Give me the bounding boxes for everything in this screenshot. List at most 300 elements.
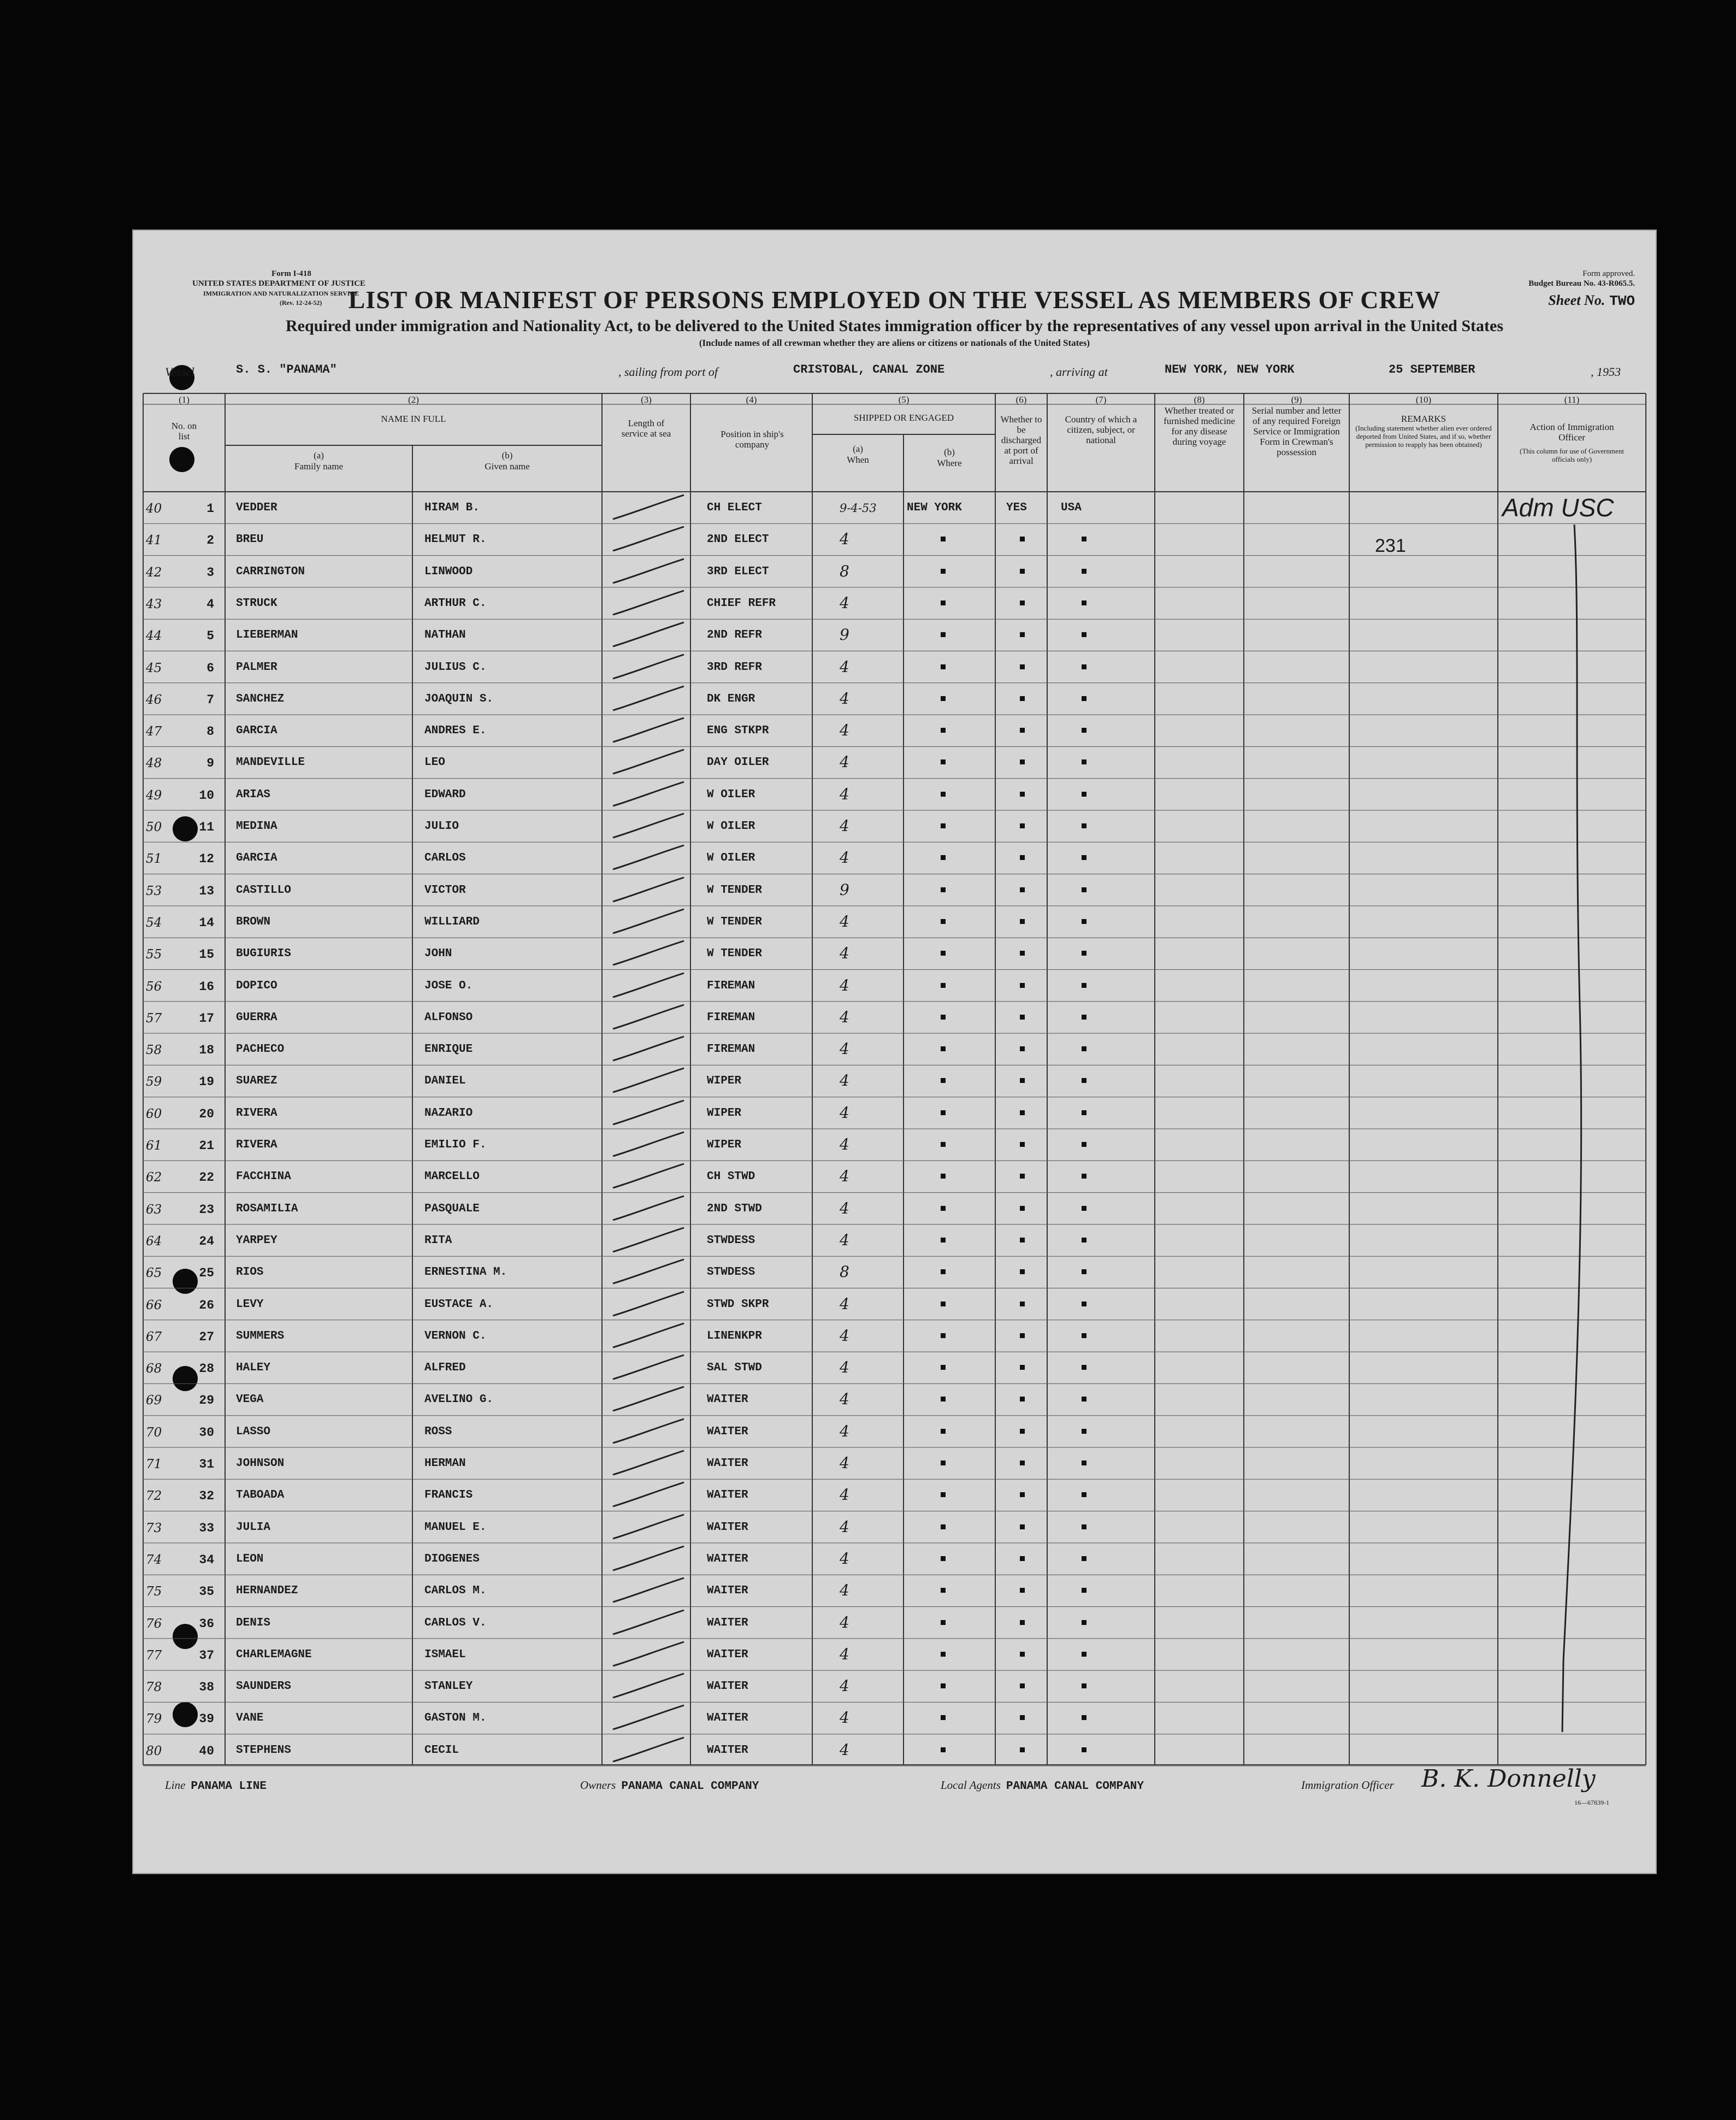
ditto-mark — [1020, 759, 1025, 764]
family-name: TABOADA — [236, 1489, 285, 1502]
family-name: MANDEVILLE — [236, 756, 305, 769]
ditto-mark — [1020, 1046, 1025, 1051]
shipped-when: 4 — [840, 1358, 849, 1377]
ditto-mark — [1020, 983, 1025, 988]
line-number: 26 — [199, 1298, 214, 1312]
ditto-mark — [1020, 1238, 1025, 1242]
arriving-value: NEW YORK, NEW YORK — [1165, 363, 1295, 376]
ditto-mark — [941, 696, 946, 701]
margin-number: 67 — [146, 1329, 162, 1344]
given-name: LINWOOD — [424, 565, 473, 578]
given-name: ALFONSO — [424, 1011, 473, 1024]
given-name: JOAQUIN S. — [424, 692, 494, 705]
service-check-mark — [607, 1575, 689, 1606]
line-number: 7 — [206, 692, 214, 707]
ditto-mark — [941, 855, 946, 860]
col3-number: (3) — [641, 394, 652, 405]
ditto-mark — [1020, 1015, 1025, 1020]
ditto-mark — [1020, 1620, 1025, 1625]
shipped-when: 4 — [840, 530, 849, 549]
family-name: GUERRA — [236, 1011, 277, 1024]
family-name: RIOS — [236, 1266, 264, 1279]
given-name: AVELINO G. — [424, 1393, 494, 1406]
table-row — [132, 906, 1657, 938]
ditto-mark — [1082, 1110, 1087, 1115]
line-number: 23 — [199, 1202, 214, 1217]
ditto-mark — [1020, 632, 1025, 637]
ditto-mark — [941, 1110, 946, 1115]
given-name: EUSTACE A. — [424, 1298, 494, 1311]
ditto-mark — [1082, 1397, 1087, 1401]
shipped-when: 4 — [840, 1677, 849, 1695]
shipped-when: 4 — [840, 1199, 849, 1217]
ditto-mark — [1082, 1046, 1087, 1051]
margin-number: 51 — [146, 852, 162, 867]
service-check-mark — [607, 683, 689, 715]
line-number: 37 — [199, 1648, 214, 1663]
manifest-sheet — [132, 229, 1657, 1874]
given-name: CARLOS M. — [424, 1585, 487, 1598]
service-check-mark — [607, 1097, 689, 1129]
ditto-mark — [941, 1461, 946, 1465]
given-name: ARTHUR C. — [424, 597, 487, 610]
ditto-mark — [1020, 1110, 1025, 1115]
ditto-mark — [1082, 1652, 1087, 1657]
ditto-mark — [941, 1333, 946, 1338]
ditto-mark — [1020, 728, 1025, 733]
ditto-mark — [1020, 664, 1025, 669]
service-check-mark — [607, 1416, 689, 1447]
table-row — [132, 1256, 1657, 1288]
line-number: 35 — [199, 1585, 214, 1599]
margin-number: 44 — [146, 629, 162, 644]
margin-number: 57 — [146, 1011, 162, 1026]
family-name: SUMMERS — [236, 1329, 285, 1342]
sailing-label: , sailing from port of — [618, 365, 718, 379]
department: UNITED STATES DEPARTMENT OF JUSTICE — [192, 279, 366, 288]
line-number: 19 — [199, 1075, 214, 1090]
family-name: STEPHENS — [236, 1744, 291, 1757]
shipped-when: 4 — [840, 944, 849, 963]
col4-header: Position in ship's company — [721, 429, 784, 450]
given-name: ENRIQUE — [424, 1043, 473, 1056]
line-number: 24 — [199, 1234, 214, 1249]
col6-number: (6) — [1015, 394, 1027, 405]
vessel-label: Vessel — [165, 365, 194, 379]
margin-number: 64 — [146, 1234, 162, 1249]
ditto-mark — [1082, 1747, 1087, 1752]
margin-number: 54 — [146, 915, 162, 930]
ditto-mark — [941, 1174, 946, 1179]
family-name: BUGIURIS — [236, 947, 291, 961]
ditto-mark — [1020, 1715, 1025, 1720]
given-name: PASQUALE — [424, 1202, 480, 1215]
service-check-mark — [607, 556, 689, 587]
shipped-when: 4 — [840, 1326, 849, 1345]
margin-number: 62 — [146, 1170, 162, 1185]
table-row — [132, 683, 1657, 715]
table-row — [132, 1065, 1657, 1097]
table-row — [132, 938, 1657, 969]
family-name: CARRINGTON — [236, 565, 305, 578]
line-number: 13 — [199, 884, 214, 898]
ditto-mark — [1020, 1652, 1025, 1657]
shipped-when: 4 — [840, 657, 849, 676]
line-number: 10 — [199, 788, 214, 803]
service-check-mark — [607, 1639, 689, 1670]
line-number: 40 — [199, 1744, 214, 1758]
line-number: 8 — [206, 725, 214, 739]
col5a-header: When — [847, 455, 869, 465]
line-number: 28 — [199, 1362, 214, 1376]
ditto-mark — [1082, 1333, 1087, 1338]
family-name: VEDDER — [236, 502, 277, 514]
ditto-mark — [1082, 1429, 1087, 1434]
shipped-when: 4 — [840, 1422, 849, 1440]
ditto-mark — [1082, 1078, 1087, 1083]
service-check-mark — [607, 1161, 689, 1192]
shipped-when: 4 — [840, 1294, 849, 1313]
ditto-mark — [941, 664, 946, 669]
ditto-mark — [941, 1397, 946, 1401]
shipped-when: 4 — [840, 1486, 849, 1504]
family-name: ARIAS — [236, 788, 271, 801]
table-row — [132, 1511, 1657, 1543]
ditto-mark — [941, 951, 946, 956]
table-row — [132, 1288, 1657, 1320]
line-number: 12 — [199, 852, 214, 867]
ditto-mark — [941, 1429, 946, 1434]
table-row — [132, 1734, 1657, 1766]
margin-number: 53 — [146, 884, 162, 898]
col9-header: Serial number and letter of any required Foreign Service or Immigration Form in Crewman's possession — [1251, 405, 1342, 457]
table-row — [132, 1352, 1657, 1383]
margin-number: 45 — [146, 661, 162, 675]
margin-number: 60 — [146, 1106, 162, 1121]
position: WAITER — [707, 1712, 748, 1725]
service-check-mark — [607, 1670, 689, 1702]
shipped-when: 4 — [840, 1613, 849, 1632]
position: WAITER — [707, 1744, 748, 1757]
given-name: ERNESTINA M. — [424, 1266, 507, 1279]
table-row — [132, 970, 1657, 1002]
table-row — [132, 556, 1657, 587]
shipped-when: 9 — [840, 626, 849, 644]
col5-header: SHIPPED OR ENGAGED — [853, 413, 954, 423]
ditto-mark — [941, 983, 946, 988]
ditto-mark — [1082, 1365, 1087, 1370]
shipped-when: 4 — [840, 1740, 849, 1759]
service-check-mark — [607, 523, 689, 555]
table-row — [132, 1702, 1657, 1734]
line-number: 18 — [199, 1043, 214, 1058]
table-row — [132, 1575, 1657, 1606]
family-name: RIVERA — [236, 1106, 277, 1120]
table-row — [132, 1129, 1657, 1161]
officer-signature: B. K. Donnelly — [1421, 1765, 1596, 1793]
table-row — [132, 1002, 1657, 1033]
ditto-mark — [1082, 1588, 1087, 1593]
given-name: HIRAM B. — [424, 502, 480, 514]
ditto-mark — [1082, 537, 1087, 541]
ditto-mark — [941, 1683, 946, 1688]
given-name: HELMUT R. — [424, 533, 487, 546]
position: 2ND ELECT — [707, 533, 769, 546]
position: W TENDER — [707, 947, 762, 961]
given-name: JULIUS C. — [424, 661, 487, 674]
line-number: 29 — [199, 1393, 214, 1408]
ditto-mark — [1020, 600, 1025, 605]
line-number: 25 — [199, 1266, 214, 1281]
col2-header: NAME IN FULL — [381, 414, 446, 424]
ditto-mark — [941, 1365, 946, 1370]
date-value: 25 SEPTEMBER — [1389, 363, 1475, 376]
col10-number: (10) — [1415, 394, 1432, 405]
col2b-number: (b) — [501, 450, 513, 461]
line-number: 9 — [206, 756, 214, 771]
ditto-mark — [1082, 1620, 1087, 1625]
family-name: LEVY — [236, 1298, 264, 1311]
service-check-mark — [607, 1288, 689, 1320]
family-name: HALEY — [236, 1362, 271, 1375]
margin-number: 50 — [146, 820, 162, 834]
family-name: BREU — [236, 533, 264, 546]
position: 2ND REFR — [707, 629, 762, 642]
position: WAITER — [707, 1489, 748, 1502]
footer-owners — [580, 1779, 759, 1793]
ditto-mark — [941, 887, 946, 892]
table-row — [132, 651, 1657, 683]
family-name: ROSAMILIA — [236, 1202, 298, 1215]
family-name: LEON — [236, 1552, 264, 1565]
col11-header: Action of Immigration Officer — [1530, 422, 1614, 443]
ditto-mark — [1020, 696, 1025, 701]
service: IMMIGRATION AND NATURALIZATION SERVICE — [203, 290, 359, 297]
family-name: LIEBERMAN — [236, 629, 298, 642]
vessel-name: S. S. "PANAMA" — [236, 363, 337, 376]
ditto-mark — [941, 1046, 946, 1051]
position: W OILER — [707, 788, 755, 801]
position: W OILER — [707, 852, 755, 865]
position: FIREMAN — [707, 1043, 755, 1056]
agents-label: Local Agents — [941, 1779, 1001, 1792]
col8-number: (8) — [1194, 394, 1205, 405]
given-name: EMILIO F. — [424, 1139, 487, 1151]
ditto-mark — [1082, 1174, 1087, 1179]
ditto-mark — [941, 1715, 946, 1720]
position: FIREMAN — [707, 979, 755, 992]
table-row — [132, 1670, 1657, 1702]
line-number: 34 — [199, 1552, 214, 1567]
form-title: LIST OR MANIFEST OF PERSONS EMPLOYED ON THE VESSEL AS MEMBERS OF CREW — [348, 286, 1441, 314]
position: STWD SKPR — [707, 1298, 769, 1311]
ditto-mark — [1020, 1174, 1025, 1179]
given-name: FRANCIS — [424, 1489, 473, 1502]
ditto-mark — [1020, 919, 1025, 924]
position: ENG STKPR — [707, 725, 769, 738]
line-number: 20 — [199, 1106, 214, 1121]
col1-header: No. on list — [171, 421, 197, 441]
admit-annotation: Adm USC — [1502, 493, 1614, 522]
margin-number: 73 — [146, 1521, 162, 1535]
family-name: BROWN — [236, 915, 271, 928]
table-row — [132, 1224, 1657, 1256]
position: SAL STWD — [707, 1362, 762, 1375]
position: LINENKPR — [707, 1329, 762, 1342]
col2a-number: (a) — [314, 450, 324, 461]
table-row — [132, 1320, 1657, 1352]
ditto-mark — [1020, 823, 1025, 828]
ditto-mark — [941, 1747, 946, 1752]
ditto-mark — [941, 1302, 946, 1306]
ditto-mark — [1082, 823, 1087, 828]
shipped-when: 4 — [840, 593, 849, 612]
ditto-mark — [1082, 632, 1087, 637]
shipped-when: 9 — [840, 880, 849, 899]
service-check-mark — [607, 1543, 689, 1575]
margin-number: 56 — [146, 979, 162, 994]
table-row — [132, 1447, 1657, 1479]
line-label: Line — [165, 1779, 186, 1792]
ditto-mark — [941, 1652, 946, 1657]
position: WAITER — [707, 1616, 748, 1629]
shipped-when: 4 — [840, 1167, 849, 1186]
line-number: 36 — [199, 1616, 214, 1631]
ditto-mark — [1020, 1302, 1025, 1306]
ditto-mark — [941, 569, 946, 574]
position: CHIEF REFR — [707, 597, 776, 610]
col1-number: (1) — [179, 394, 190, 405]
service-check-mark — [607, 1193, 689, 1224]
margin-number: 72 — [146, 1489, 162, 1504]
shipped-when: 4 — [840, 1709, 849, 1727]
col5b-number: (b) — [944, 447, 955, 457]
service-check-mark — [607, 842, 689, 874]
ditto-mark — [1082, 1269, 1087, 1274]
position: DAY OILER — [707, 756, 769, 769]
position: WIPER — [707, 1139, 742, 1151]
col6-header: Whether to be discharged at port of arrival — [1000, 414, 1042, 466]
ditto-mark — [1020, 1747, 1025, 1752]
position: WAITER — [707, 1585, 748, 1598]
service-check-mark — [607, 779, 689, 810]
given-name: GASTON M. — [424, 1712, 487, 1725]
col11-number: (11) — [1564, 394, 1580, 405]
shipped-when: 4 — [840, 1454, 849, 1472]
line-value: PANAMA LINE — [191, 1780, 267, 1793]
table-row — [132, 1479, 1657, 1511]
line-number: 27 — [199, 1329, 214, 1344]
ditto-mark — [1082, 887, 1087, 892]
position: WAITER — [707, 1457, 748, 1470]
shipped-when: 8 — [840, 1263, 849, 1281]
shipped-when: 9-4-53 — [840, 502, 877, 515]
given-name: VICTOR — [424, 884, 466, 897]
ditto-mark — [1020, 887, 1025, 892]
family-name: VANE — [236, 1712, 264, 1725]
ditto-mark — [1082, 1461, 1087, 1465]
ditto-mark — [1082, 1206, 1087, 1211]
given-name: CARLOS V. — [424, 1616, 487, 1629]
table-row — [132, 1383, 1657, 1415]
position: 2ND STWD — [707, 1202, 762, 1215]
service-check-mark — [607, 1734, 689, 1766]
form-approved: Form approved. — [1583, 269, 1635, 278]
family-name: PACHECO — [236, 1043, 285, 1056]
owners-label: Owners — [580, 1779, 616, 1792]
ditto-mark — [941, 1078, 946, 1083]
position: CH ELECT — [707, 502, 762, 514]
service-check-mark — [607, 938, 689, 969]
line-number: 1 — [206, 502, 214, 516]
shipped-when: 4 — [840, 849, 849, 867]
margin-number: 55 — [146, 947, 162, 962]
family-name: YARPEY — [236, 1234, 277, 1247]
given-name: CARLOS — [424, 852, 466, 865]
line-number: 21 — [199, 1139, 214, 1153]
service-check-mark — [607, 1447, 689, 1479]
shipped-when: 4 — [840, 753, 849, 772]
shipped-when: 4 — [840, 785, 849, 803]
table-row — [132, 1416, 1657, 1447]
shipped-when: 4 — [840, 689, 849, 708]
service-check-mark — [607, 1607, 689, 1639]
given-name: RITA — [424, 1234, 452, 1247]
serial-number: 16—67839-1 — [1574, 1799, 1609, 1806]
col4-number: (4) — [746, 394, 757, 405]
family-name: FACCHINA — [236, 1170, 291, 1183]
position: FIREMAN — [707, 1011, 755, 1024]
position: W TENDER — [707, 915, 762, 928]
given-name: NAZARIO — [424, 1106, 473, 1120]
col9-number: (9) — [1291, 394, 1302, 405]
shipped-when: 4 — [840, 1071, 849, 1090]
given-name: DANIEL — [424, 1075, 466, 1088]
table-row — [132, 715, 1657, 746]
position: WAITER — [707, 1680, 748, 1693]
discharged: YES — [1006, 502, 1027, 514]
ditto-mark — [1082, 951, 1087, 956]
margin-number: 71 — [146, 1457, 162, 1471]
ditto-mark — [1082, 1238, 1087, 1242]
position: WAITER — [707, 1521, 748, 1534]
table-row — [132, 874, 1657, 906]
shipped-when: 4 — [840, 1103, 849, 1122]
shipped-when: 4 — [840, 1581, 849, 1600]
line-number: 38 — [199, 1680, 214, 1695]
ditto-mark — [1020, 951, 1025, 956]
service-check-mark — [607, 1511, 689, 1543]
position: W OILER — [707, 820, 755, 833]
ditto-mark — [1082, 1142, 1087, 1147]
service-check-mark — [607, 1033, 689, 1065]
given-name: MANUEL E. — [424, 1521, 487, 1534]
ditto-mark — [1082, 696, 1087, 701]
service-check-mark — [607, 1224, 689, 1256]
table-row — [132, 1097, 1657, 1129]
given-name: STANLEY — [424, 1680, 473, 1693]
shipped-when: 4 — [840, 912, 849, 931]
table-row — [132, 619, 1657, 651]
family-name: CASTILLO — [236, 884, 291, 897]
position: STWDESS — [707, 1266, 755, 1279]
shipped-when: 8 — [840, 562, 849, 580]
ditto-mark — [1082, 1302, 1087, 1306]
given-name: MARCELLO — [424, 1170, 480, 1183]
given-name: ALFRED — [424, 1362, 466, 1375]
footer-officer — [1301, 1779, 1394, 1792]
margin-number: 69 — [146, 1393, 162, 1408]
